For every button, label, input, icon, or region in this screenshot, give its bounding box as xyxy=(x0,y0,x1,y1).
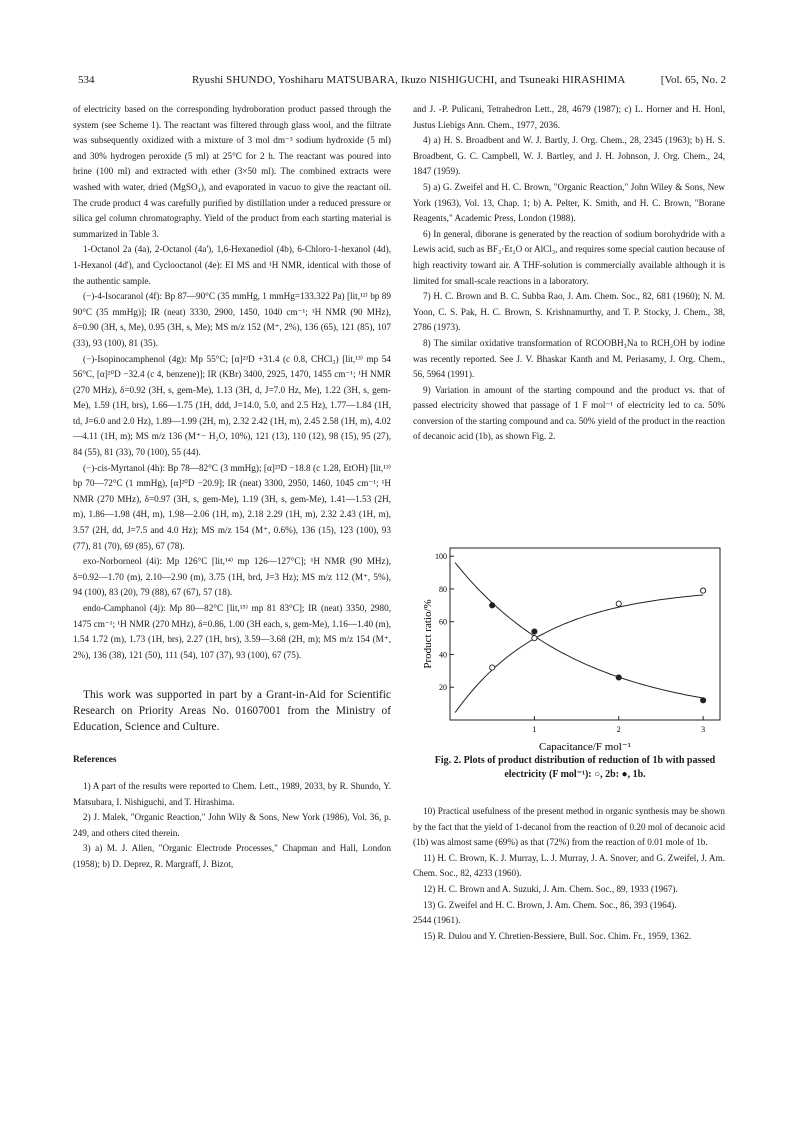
compound-4a-4e: 1-Octanol 2a (4a), 2-Octanol (4a'), 1,6-Hexanediol (4b), 6-Chloro-1-hexanol (4d), 1-Hexanol (4d'), and Cyclooctanol (4e): EI MS and ¹H NMR, identical with those of the authentic sample. xyxy=(73,244,391,286)
reference-item: 2) J. Malek, "Organic Reaction," John Wily & Sons, New York (1986), Vol. 36, p. 249, and others cited therein. xyxy=(73,812,391,838)
y-tick-label: 80 xyxy=(439,584,447,594)
reference-item: 3) a) M. J. Allen, "Organic Electrode Processes," Chapman and Hall, London (1958); b) D. Deprez, R. Margraff, J. Bizot, xyxy=(73,843,391,869)
x-tick-label: 3 xyxy=(701,725,706,734)
plot-frame xyxy=(450,548,720,720)
substrate-curve xyxy=(455,563,703,699)
filled-circle-point xyxy=(532,629,537,634)
left-column xyxy=(73,102,391,873)
compound-4f: (−)-4-Isocaranol (4f): Bp 87—90°C (35 mmHg, 1 mmHg=133.322 Pa) [lit,¹²⁾ bp 89 90°C (35 mmHg)]; IR (neat) 3330, 2900, 1450, 1040 cm⁻¹; ¹H NMR (90 MHz), δ=0.90 (3H, s, Me), 0.95 (3H, s, Me); MS m/z 152 (M⁺, 2%), 136 (65), 121 (85), 107 (33), 93 (100), 81 (35). xyxy=(73,291,391,348)
x-tick-label: 2 xyxy=(616,725,621,734)
right-column xyxy=(413,102,725,445)
reference-item: 12) H. C. Brown and A. Suzuki, J. Am. Chem. Soc., 89, 1933 (1967). xyxy=(423,883,678,894)
open-circle-point xyxy=(532,635,537,640)
y-tick-label: 40 xyxy=(439,650,447,660)
page-header xyxy=(78,72,726,88)
filled-circle-point xyxy=(616,675,621,680)
y-tick-label: 60 xyxy=(439,617,447,627)
x-axis-label: Capacitance/F mol⁻¹ xyxy=(539,741,631,753)
reference-item: 13) G. Zweifel and H. C. Brown, J. Am. Chem. Soc., 86, 393 (1964). xyxy=(423,899,677,910)
acknowledgement: This work was supported in part by a Grant-in-Aid for Scientific Research on Priority Areas No. 01607001 from the Ministry of Education, Science and Culture. xyxy=(73,689,391,734)
reference-item: 4) a) H. S. Broadbent and W. J. Bartly, J. Org. Chem., 28, 2345 (1963); b) H. S. Broadbent, G. C. Campbell, W. J. Bartley, and J. H. Johnson, J. Org. Chem., 24, 1847 (1959). xyxy=(413,135,725,177)
y-axis-label: Product ratio/% xyxy=(422,599,434,669)
compound-4j: endo-Camphanol (4j): Mp 80—82°C [lit,¹⁵⁾ mp 81 83°C]; IR (neat) 3350, 2980, 1475 cm⁻¹; ¹H NMR (270 MHz), δ=0.86, 1.00 (3H each, s, gem-Me), 1.16—1.40 (m), 1.54 1.72 (m), 1.73 (1H, brs), 2.27 (1H, brs), 3.59—3.68 (2H, m); MS m/z 154 (M⁺, 2%), 136 (38), 121 (50), 111 (54), 107 (37), 93 (100), 67 (75). xyxy=(73,603,391,660)
x-tick-label: 1 xyxy=(532,725,537,734)
reference-item: 8) The similar oxidative transformation of RCOOBH₃Na to RCH₂OH by iodine was recently reported. See J. V. Bhaskar Kanth and M. Periasamy, J. Org. Chem., 56, 5964 (1991). xyxy=(413,337,725,380)
y-tick-label: 100 xyxy=(435,552,447,562)
reference-item: 5) a) G. Zweifel and H. C. Brown, "Organic Reaction," John Wiley & Sons, New York (1963), Vol. 13, Chap. 1; b) A. Pelter, K. Smith, and H. C. Brown, "Borane Reagents," Academic Press, London (1988). xyxy=(413,181,725,224)
filled-circle-point xyxy=(490,603,495,608)
filled-circle-point xyxy=(701,698,706,703)
reference-item: 10) Practical usefulness of the present method in organic synthesis may be shown by the fact that the yield of 1-decanol from the reaction of 0.20 mol of decanoic acid (1b) was almost same (69%) as that (72%) from the reaction of 0.01 mole of 1b. xyxy=(413,806,725,848)
right-column-lower xyxy=(413,804,725,944)
reference-item: 7) H. C. Brown and B. C. Subba Rao, J. Am. Chem. Soc., 82, 681 (1960); N. M. Yoon, C. S. Pak, H. C. Brown, S. Krishnamurthy, and T. P. Stocky, J. Chem., 38, 2786 (1973). xyxy=(413,291,725,333)
running-authors: Ryushi SHUNDO, Yoshiharu MATSUBARA, Ikuzo NISHIGUCHI, and Tsuneaki HIRASHIMA xyxy=(192,74,626,86)
open-circle-point xyxy=(701,588,706,593)
experimental-paragraph: of electricity based on the corresponding hydroboration product passed through the system (see Scheme 1). The reactant was filtered through glass wool, and the filtrate was subsequently oxidized with a mixture of 3 mol dm⁻³ sodium hydroxide (5 ml) and 30% hydrogen peroxide (5 ml) at 25°C for 2 h. The reactant was poured into brine (100 ml) and extracted with ether (3×50 ml). The combined extracts were washed with water, dried (MgSO₄), and evaporated in vacuo to give the reactant oil. The crude product 4 was carefully purified by distillation under a reduced pressure or silica gel column chromatography. Yield of the product from each starting material is summarized in Table 3. xyxy=(73,104,391,239)
reference-item: 2544 (1961). xyxy=(413,915,461,926)
y-ticks xyxy=(435,552,454,692)
references-heading: References xyxy=(73,755,117,766)
data-points xyxy=(490,588,706,703)
reference-item: 11) H. C. Brown, K. J. Murray, L. J. Murray, J. A. Snover, and G. Zweifel, J. Am. Chem. Soc., 82, 4233 (1960). xyxy=(413,852,725,879)
product-curve xyxy=(455,595,703,713)
reference-item: and J. -P. Pulicani, Tetrahedron Lett., 28, 4679 (1987); c) L. Horner and H. Honl, Justus Liebigs Ann. Chem., 1977, 2036. xyxy=(413,104,725,130)
compound-4g: (−)-Isopinocamphenol (4g): Mp 55°C; [α]²³D +31.4 (c 0.8, CHCl₃) [lit,¹³⁾ mp 54 56°C, [α]²⁰D −32.4 (c 4, benzene)]; IR (KBr) 3400, 2925, 1470, 1455 cm⁻¹; ¹H NMR (270 MHz), δ=0.92 (3H, s, gem-Me), 1.13 (3H, d, J=7.0 Hz, Me), 1.22 (3H, s, gem-Me), 1.59 (1H, brs), 1.66—1.75 (1H, ddd, J=14.0, 5.0, and 2.5 Hz), 1.77—1.84 (1H, td, J=6.0 and 2.0 Hz), 1.89—1.99 (2H, m), 2.32 2.42 (1H, m), 2.45 2.58 (1H, m), 4.02—4.11 (1H, m); MS m/z 136 (M⁺− H₂O, 10%), 121 (13), 110 (12), 98 (15), 95 (27), 84 (55), 81 (33), 70 (100), 55 (44). xyxy=(73,353,391,458)
reference-item: 15) R. Dulou and Y. Chretien-Bessiere, Bull. Soc. Chim. Fr., 1959, 1362. xyxy=(423,930,692,941)
compound-4h: (−)-cis-Myrtanol (4h): Bp 78—82°C (3 mmHg); [α]²³D −18.8 (c 1.28, EtOH) [lit,¹³⁾ bp 70—72°C (1 mmHg), [α]²⁰D −20.9]; IR (neat) 3300, 2950, 1460, 1045 cm⁻¹; ¹H NMR (270 MHz), δ=0.97 (3H, s, gem-Me), 1.19 (3H, s, gem-Me), 1.41—1.53 (2H, m), 1.86—1.98 (4H, m), 1.98—2.06 (1H, m), 2.18 2.29 (1H, m), 2.32 2.43 (1H, m), 3.57 (2H, dd, J=7.5 and 4.0 Hz); MS m/z 154 (M⁺, 0.6%), 136 (15), 123 (100), 93 (77), 81 (70), 69 (85), 67 (78). xyxy=(73,462,391,551)
open-circle-point xyxy=(616,601,621,606)
x-ticks xyxy=(532,716,705,734)
open-circle-point xyxy=(490,665,495,670)
reference-item: 6) In general, diborane is generated by the reaction of sodium borohydride with a Lewis acid, such as BF₃·Et₂O or AlCl₃, and requires some special caution because of high reactivity toward air. A THF-solution is commercially available although it is limited for small-scale reactions in a laboratory. xyxy=(413,228,725,286)
reference-item: 9) Variation in amount of the starting compound and the product vs. that of passed electricity showed that passage of 1 F mol⁻¹ of electricity led to ca. 50% conversion of the starting compound and ca. 50% yield of the product in the reaction of decanoic acid (1b), as shown Fig. 2. xyxy=(413,384,725,442)
compound-4i: exo-Norborneol (4i): Mp 126°C [lit,¹⁴⁾ mp 126—127°C]; ¹H NMR (90 MHz), δ=0.92—1.70 (m), 2.10—2.90 (m), 3.75 (1H, brd, J=3 Hz); MS m/z 112 (M⁺, 5%), 94 (100), 83 (20), 79 (88), 67 (67), 57 (18). xyxy=(73,556,391,598)
reference-item: 1) A part of the results were reported to Chem. Lett., 1989, 2033, by R. Shundo, Y. Matsubara, I. Nishiguchi, and T. Hirashima. xyxy=(73,780,391,807)
volume-info: [Vol. 65, No. 2 xyxy=(660,74,726,86)
figure-caption: Fig. 2. Plots of product distribution of reduction of 1b with passed electricity (F mol⁻¹): ○, 2b: ●, 1b. xyxy=(434,755,716,780)
page-number: 534 xyxy=(78,74,95,86)
y-tick-label: 20 xyxy=(439,683,447,693)
product-ratio-chart xyxy=(420,540,725,755)
